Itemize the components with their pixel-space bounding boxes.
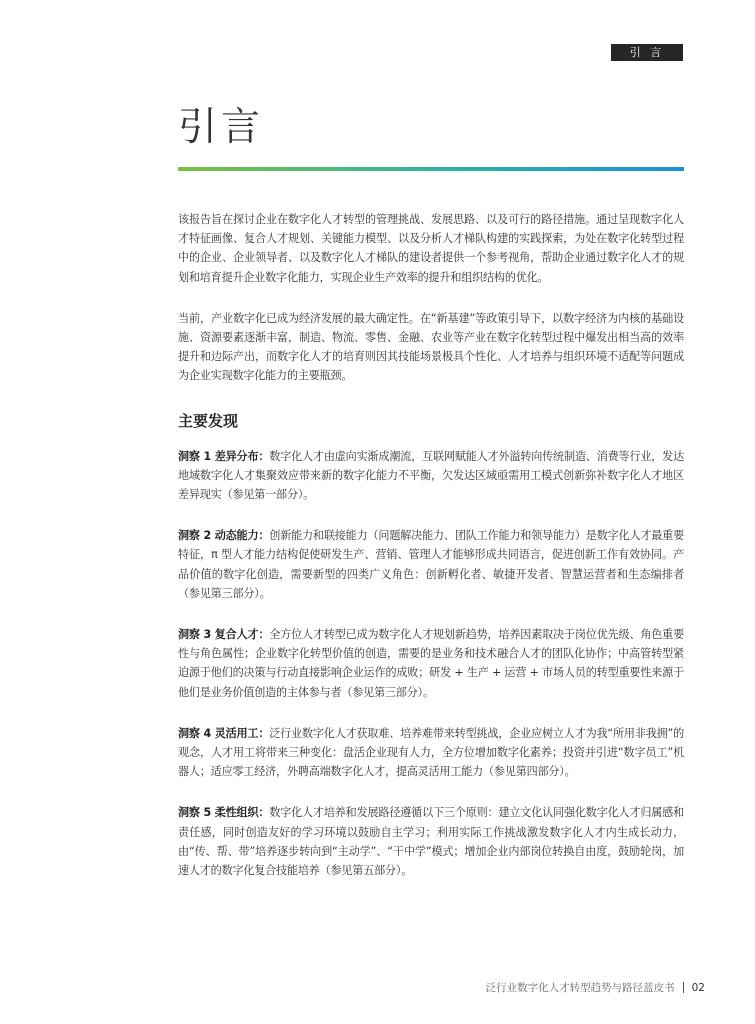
finding-text: 全方位人才转型已成为数字化人才规划新趋势，培养因素取决于岗位优先级、角色重要性与角色属性；企业数字化转型价值的创造，需要的是业务和技术融合人才的团队化协作；中高管转型紧迫源于他们的决策与行动直接影响企业运作的成败；研发 + 生产 + 运营 + 市场人员的转型重要性来源于他们是业务价值创造的主体参与者（参见第三部分）。 [178,628,684,699]
page-title: 引言 [178,105,265,150]
page-footer [486,980,705,995]
finding-text: 数字化人才培养和发展路径遵循以下三个原则：建立文化认同强化数字化人才归属感和责任感，同时创造友好的学习环境以鼓励自主学习；利用实际工作挑战激发数字化人才内生成长动力，由“传、帮、带”培养逐步转向到“主动学”、“干中学”模式；增加企业内部岗位转换自由度，鼓励轮岗，加速人才的数字化复合技能培养（参见第五部分）。 [178,806,684,878]
finding-item [178,526,684,603]
finding-text: 数字化人才由虚向实渐成潮流，互联网赋能人才外溢转向传统制造、消费等行业，发达地域数字化人才集聚效应带来新的数字化能力不平衡，欠发达区域亟需用工模式创新弥补数字化人才地区差异现实（参见第一部分）。 [178,449,684,502]
section-tab: 引 言 [611,44,683,61]
findings-heading: 主要发现 [178,411,239,430]
footer-report-title: 泛行业数字化人才转型趋势与路径蓝皮书 [485,982,675,994]
finding-item [178,803,684,880]
finding-label: 洞察 3 复合人才： [178,628,270,642]
finding-label: 洞察 2 动态能力： [178,529,270,543]
finding-text: 泛行业数字化人才获取难、培养难带来转型挑战，企业应树立人才为我“所用非我拥”的观念，人才用工将带来三种变化：盘活企业现有人力，全方位增加数字化素养；投资并引进“数字员工”机器人；适应零工经济，外聘高端数字化人才，提高灵活用工能力（参见第四部分）。 [178,726,684,779]
footer-divider [683,982,684,993]
page-number: 02 [691,981,705,994]
finding-text: 创新能力和联接能力（问题解决能力、团队工作能力和领导能力）是数字化人才最重要特征，π 型人才能力结构促使研发生产、营销、管理人才能够形成共同语言，促进创新工作有效协同。产品价值的数字化创造，需要新型的四类广义角色：创新孵化者、敏捷开发者、智慧运营者和生态编排者（参见第三部分）。 [178,529,684,600]
title-gradient-bar [178,167,684,171]
finding-label: 洞察 4 灵活用工： [178,726,270,740]
intro-paragraph: 该报告旨在探讨企业在数字化人才转型的管理挑战、发展思路、以及可行的路径措施。通过呈现数字化人才特征画像、复合人才规划、关键能力模型、以及分析人才梯队构建的实践探索，为处在数字化转型过程中的企业、企业领导者、以及数字化人才梯队的建设者提供一个参考视角，帮助企业通过数字化人才的规划和培育提升企业数字化能力，实现企业生产效率的提升和组织结构的优化。 [178,213,684,284]
finding-item [178,724,684,782]
finding-label: 洞察 1 差异分布： [178,449,270,463]
finding-label: 洞察 5 柔性组织： [178,806,270,820]
main-content [178,210,684,902]
finding-item [178,625,684,702]
finding-item [178,447,684,505]
intro-paragraph: 当前，产业数字化已成为经济发展的最大确定性。在“新基建”等政策引导下，以数字经济为内核的基础设施、资源要素逐渐丰富，制造、物流、零售、金融、农业等产业在数字化转型过程中爆发出相当高的效率提升和边际产出，而数字化人才的培育则因其技能场景极具个性化、人才培养与组织环境不适配等问题成为企业实现数字化能力的主要瓶颈。 [178,311,684,383]
